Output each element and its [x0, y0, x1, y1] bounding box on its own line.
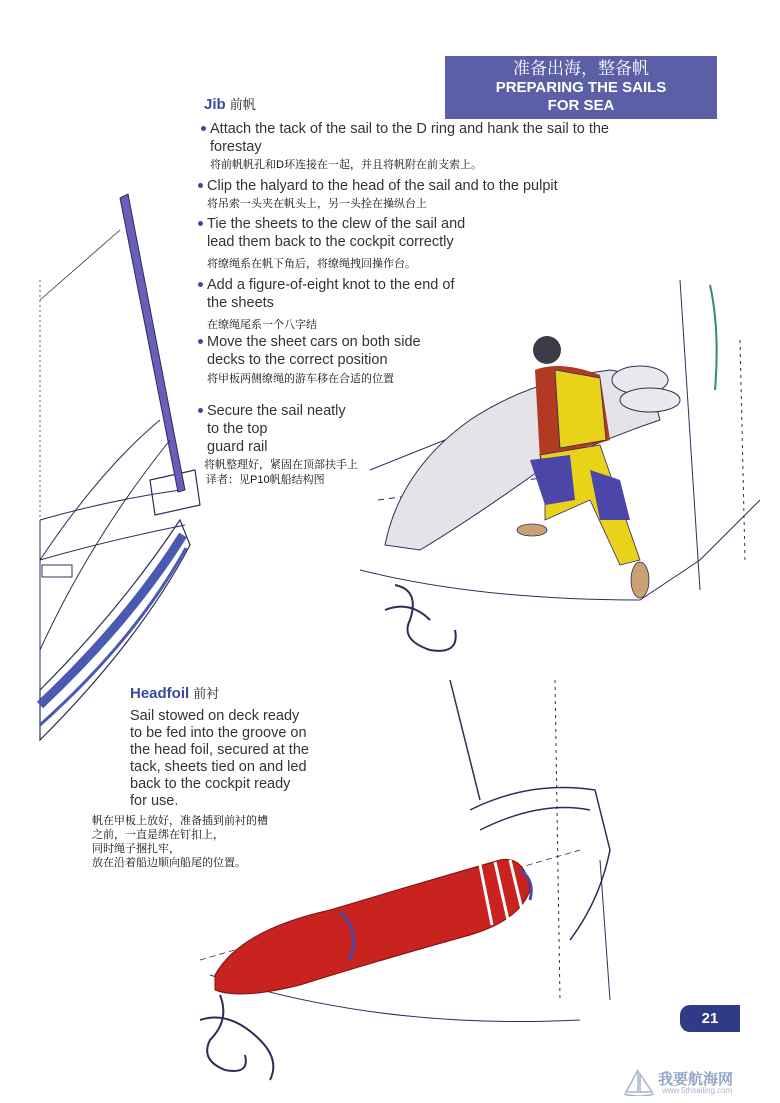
headfoil-heading	[130, 683, 219, 702]
header-title-cn: 准备出海，整备帆	[513, 59, 649, 78]
bullet-dot-icon	[198, 339, 203, 344]
headfoil-heading-en: Headfoil	[130, 685, 190, 702]
bullet-text-cn: 将甲板两侧缭绳的游车移在合适的位置	[207, 373, 394, 385]
section-header-banner	[445, 56, 717, 119]
bullet-text-en: Secure the sail neatly to the top guard rail	[207, 403, 346, 455]
bullet-text-en: Attach the tack of the sail to the D ring and hank the sail to the forestay	[210, 121, 609, 155]
list-item	[195, 215, 485, 271]
watermark-url: www.5thsailing.com	[662, 1086, 733, 1095]
figure-of-eight-knot-icon	[385, 585, 456, 651]
watermark-text-cn: 我要航海网	[658, 1071, 734, 1088]
list-item	[195, 177, 655, 211]
bullet-dot-icon	[201, 126, 206, 131]
list-item	[198, 120, 658, 172]
bullet-text-cn: 将前帆帆孔和D环连接在一起，并且将帆附在前支索上。	[210, 159, 482, 171]
bullet-text-cn: 将帆整理好，紧固在顶部扶手上	[204, 459, 358, 471]
jib-heading-en: Jib	[204, 96, 226, 113]
bullet-dot-icon	[198, 282, 203, 287]
jib-heading	[204, 94, 256, 113]
jib-heading-cn: 前帆	[229, 97, 256, 112]
bullet-text-en: Move the sheet cars on both side decks to the correct position	[207, 334, 421, 368]
bullet-text-cn: 将吊索一头夹在帆头上，另一头拴在操纵台上	[207, 198, 427, 210]
list-item	[195, 333, 455, 386]
translator-note: 译者：见P10帆船结构图	[206, 474, 325, 486]
bullet-text-en: Add a figure-of-eight knot to the end of the sheets	[207, 277, 455, 311]
headfoil-description-en: Sail stowed on deck ready to be fed into the groove on the head foil, secured at the tack, sheets tied on and led back to the cockpit ready for use.	[130, 708, 309, 809]
headfoil-heading-cn: 前衬	[193, 686, 220, 701]
page-number: 21	[680, 1005, 740, 1032]
bullet-text-en: Clip the halyard to the head of the sail and to the pulpit	[207, 178, 558, 194]
site-watermark	[622, 1068, 772, 1098]
bullet-text-cn: 在缭绳尾系一个八字结	[207, 319, 317, 331]
list-item	[195, 276, 485, 332]
bullet-dot-icon	[198, 408, 203, 413]
bullet-text-cn: 将缭绳系在帆下角后，将缭绳拽回操作台。	[207, 258, 416, 270]
bullet-dot-icon	[198, 221, 203, 226]
bullet-text-en: Tie the sheets to the clew of the sail and lead them back to the cockpit correctly	[207, 216, 466, 250]
sailing-logo-icon	[622, 1068, 656, 1096]
header-title-en-line1: PREPARING THE SAILS	[495, 79, 667, 96]
bullet-dot-icon	[198, 183, 203, 188]
header-title-en-line2: FOR SEA	[547, 97, 615, 114]
list-item	[195, 402, 395, 472]
hull-illustration	[40, 194, 200, 740]
headfoil-description-cn: 帆在甲板上放好，准备插到前衬的槽 之前，一直是绑在钉扣上， 同时绳子捆扎牢， 放在沿着船边顺向船尾的位置。	[92, 815, 268, 869]
